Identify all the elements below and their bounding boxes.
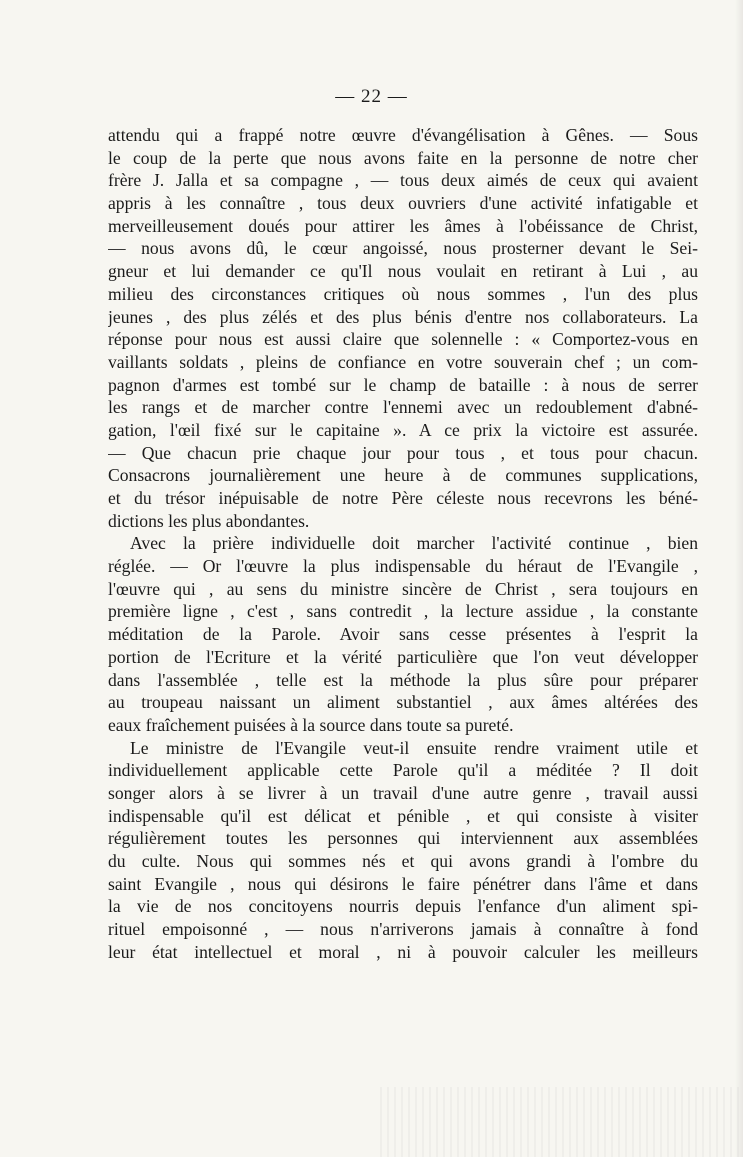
text-line: indispensable qu'il est délicat et pénible , et qui consiste à visiter (108, 805, 698, 826)
text-line: gneur et lui demander ce qu'Il nous voulait en retirant à Lui , au (108, 261, 698, 282)
text-line: réponse pour nous est aussi claire que solennelle : « Comportez-vous en (108, 329, 698, 350)
text-line: jeunes , des plus zélés et des plus bénis d'entre nos collaborateurs. La (108, 306, 698, 327)
body-text (108, 124, 698, 963)
text-line: milieu des circonstances critiques où nous sommes , l'un des plus (108, 283, 698, 304)
text-line: saint Evangile , nous qui désirons le faire pénétrer dans l'âme et dans (108, 873, 698, 894)
text-line: frère J. Jalla et sa compagne , — tous deux aimés de ceux qui avaient (108, 170, 698, 191)
text-line: pagnon d'armes est tombé sur le champ de bataille : à nous de serrer (108, 374, 698, 395)
text-line: leur état intellectuel et moral , ni à pouvoir calculer les meilleurs (108, 941, 698, 962)
text-line: merveilleusement doués pour attirer les âmes à l'obéissance de Christ, (108, 215, 698, 236)
paper-edge-shadow (735, 0, 743, 1157)
text-line: les rangs et de marcher contre l'ennemi avec un redoublement d'abné- (108, 397, 698, 418)
text-line: appris à les connaître , tous deux ouvriers d'une activité infatigable et (108, 193, 698, 214)
text-line: individuellement applicable cette Parole qu'il a méditée ? Il doit (108, 760, 698, 781)
text-line: au troupeau naissant un aliment substantiel , aux âmes altérées des (108, 692, 698, 713)
text-line: régulièrement toutes les personnes qui interviennent aux assemblées (108, 828, 698, 849)
text-line: eaux fraîchement puisées à la source dans toute sa pureté. (108, 714, 514, 735)
text-line: la vie de nos concitoyens nourris depuis l'enfance d'un aliment spi- (108, 896, 698, 917)
text-line: attendu qui a frappé notre œuvre d'évangélisation à Gênes. — Sous (108, 125, 698, 145)
scan-noise (380, 1087, 743, 1157)
text-line: vaillants soldats , pleins de confiance en votre souverain chef ; un com- (108, 351, 698, 372)
text-line: du culte. Nous qui sommes nés et qui avons grandi à l'ombre du (108, 851, 698, 871)
text-line: — Que chacun prie chaque jour pour tous , et tous pour chacun. (108, 442, 698, 463)
text-line: réglée. — Or l'œuvre la plus indispensable du héraut de l'Evangile , (108, 556, 698, 577)
text-line: le coup de la perte que nous avons faite en la personne de notre cher (108, 147, 698, 168)
page-number: — 22 — (335, 86, 408, 107)
text-line: et du trésor inépuisable de notre Père céleste nous recevrons les béné- (108, 488, 698, 508)
text-line: l'œuvre qui , au sens du ministre sincère de Christ , sera toujours en (108, 578, 698, 599)
text-line: méditation de la Parole. Avoir sans cesse présentes à l'esprit la (108, 624, 698, 645)
text-line: rituel empoisonné , — nous n'arriverons jamais à connaître à fond (108, 919, 698, 940)
text-line: Consacrons journalièrement une heure à de communes supplications, (108, 465, 698, 486)
text-line: — nous avons dû, le cœur angoissé, nous prosterner devant le Sei- (108, 238, 698, 259)
text-line: portion de l'Ecriture et la vérité particulière que l'on veut développer (108, 646, 698, 667)
text-line: dictions les plus abondantes. (108, 510, 310, 531)
text-line: gation, l'œil fixé sur le capitaine ». A ce prix la victoire est assurée. (108, 419, 698, 440)
text-line: dans l'assemblée , telle est la méthode la plus sûre pour préparer (108, 669, 698, 690)
text-line: première ligne , c'est , sans contredit , la lecture assidue , la constante (108, 601, 698, 622)
text-line: Avec la prière individuelle doit marcher l'activité continue , bien (130, 533, 698, 554)
text-line: Le ministre de l'Evangile veut-il ensuite rendre vraiment utile et (130, 737, 698, 758)
text-line: songer alors à se livrer à un travail d'une autre genre , travail aussi (108, 782, 698, 803)
